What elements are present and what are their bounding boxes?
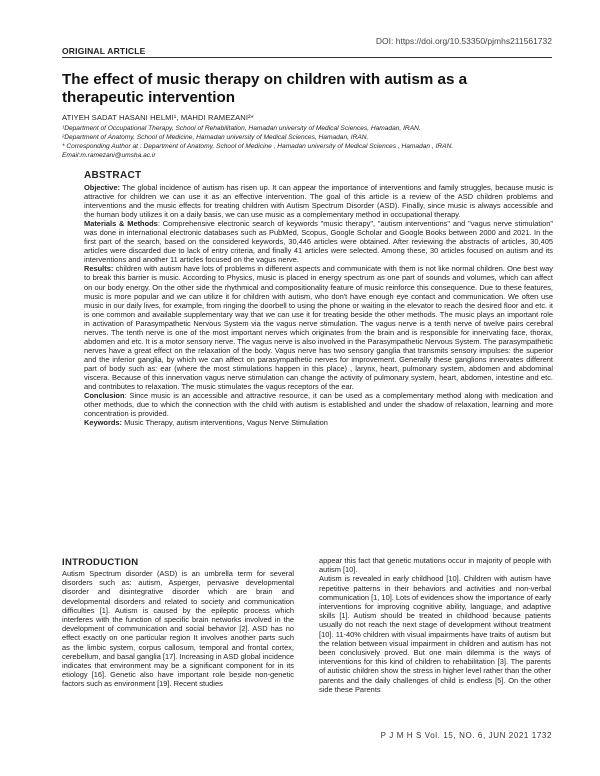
doi-text: DOI: https://doi.org/10.53350/pjmhs211561732 xyxy=(375,36,552,46)
abstract-objective xyxy=(84,183,553,219)
abstract-body xyxy=(84,183,553,427)
abstract-heading: ABSTRACT xyxy=(84,170,142,181)
abstract-results xyxy=(84,264,553,391)
keywords-label: Keywords: xyxy=(84,418,123,428)
journal-footer: P J M H S Vol. 15, NO. 6, JUN 2021 1732 xyxy=(380,731,552,740)
article-type-label: ORIGINAL ARTICLE xyxy=(62,46,146,56)
affiliations xyxy=(62,125,557,161)
abstract-keywords xyxy=(84,418,553,427)
results-text: children with autism have lots of problems in different aspects and communicate with them is not like normal children. One best way to break this barrier is music. According to Physics, music is placed in energy spectrum as one part of sounds and volumes, which can affect on our body energy. On the other side the rhythmical and compositionality feature of music reinforce this consequence. Due to these features, music is more popular and we can utilize it for children with autism, who don't have enough eye contact and communication. We often use music in our daily lives, for example, from ringing the doorbell to using the phone or waiting in the elevator to reach the desired floor and etc. it is one common and available supplementary way that we can use it for treating beside the other methods. The music plays an important role in activation of Parasympathetic Nervous System via the vagus nerve stimulation. The vagus nerve is a tenth nerve of twelve pairs cerebral nerves. The tenth nerve is one of the most important nerves which originates from the brain and is responsible for innervating face, thorax, abdomen and etc. It is a motor sensory nerve. The vagus nerve is also involved in the Parasympathetic Nervous System. The parasympathetic nerves have a great effect on the relaxation of the body. Vagus nerve has two sensory ganglia that transmits sensory impulses: the superior and the inferior ganglia, by which we can affect on parasympathetic nerves for improvement. Generally these ganglions innervates different part of body such as: ear (where the most stimulations happen in this place) , larynx, heart, pulmonary system, abdomen and abdominal viscera. Because of this innervation vagus nerve stimulation can change the activity of pulmonary system, heart, abdomen, intestine and etc. and contributes to relaxation. The music stimulates the vagus receptors of the ear. xyxy=(84,264,553,392)
author-list: ATIYEH SADAT HASANI HELMI¹, MAHDI RAMEZANI²* xyxy=(62,113,254,122)
corresponding-author: * Corresponding Author at : Department of Anatomy, School of Medicine , Hamadan university of Medical Sciences , Hamadan , IRAN. xyxy=(62,142,454,150)
left-column xyxy=(62,569,294,689)
intro-paragraph-2: Autism is revealed in early childhood [10]. Children with autism have repetitive patterns in their behaviors and activities and non-verbal communication [1, 10]. Lots of evidences show the importance of early interventions for improving cognitive ability, language, and adaptive skills [1]. Autism should be treated in childhood because patients usually do not reach the next stage of development without treatment [10]. 11-40% children with visual impairments have traits of autism but the relation between visual impairment in children and autism has not been conclusively proved. But one main dilemma is the ways of interventions for this kind of children to rehabilitation [3]. The parents of autistic children show the stress in higher level rather than the other parents and the daily challenges of child is endless [5]. On the other side these Parents xyxy=(319,574,551,694)
intro-paragraph-1: Autism Spectrum disorder (ASD) is an umbrella term for several disorders such as: autism, Asperger, pervasive developmental disorder and disintegrative disorder which are brain and developmental disorders and related to society and communication difficulties [1]. Autism is caused by the epileptic process which interferes with the function of specific brain networks involved in the development of communication and social behavior [2]. ASD has no effect exactly on one particular region It involves another parts such as the limbic system, corpus callosum, temporal and frontal cortex, cerebellum, and basal ganglia [17]. Increasing in ASD global incidence indicates that environment may be a significant component for in its etiology [16]. Genetic also have important role beside non-genetic factors such as environment [19]. Recent studies xyxy=(62,569,294,689)
affiliation-2: ²Department of Anatomy, School of Medicine, Hamadan university of Medical Sciences, Hamadan, IRAN. xyxy=(62,133,369,141)
methods-label: Materials & Methods xyxy=(84,219,158,229)
results-label: Results: xyxy=(84,264,114,274)
introduction-heading: INTRODUCTION xyxy=(62,557,139,568)
abstract-conclusion xyxy=(84,391,553,418)
methods-text: : Comprehensive electronic search of keywords "music therapy", "autism interventions" and "vagus nerve stimulation" was done in international electronic databases such as PubMed, Scopus, Google Scholar and Google Books between 2000 and 2021. In the first part of the search, based on the considered keywords, 30,446 articles were obtained. After reviewing the abstracts of articles, 30,405 articles were discarded due to lack of entry criteria, and finally 41 articles were selected. Among these, 30 articles focused on autism and its interventions and another 11 articles focused on the vagus nerve. xyxy=(84,219,553,265)
conclusion-text: : Since music is an accessible and attractive resource, it can be used as a complementary method along with medication and other methods, due to which the connection with the child with autism is established and under the shadow of relaxation, learning and more concentration is provided. xyxy=(84,391,553,419)
abstract-methods xyxy=(84,219,553,264)
objective-text: The global incidence of autism has risen up. It can appear the importance of interventions and family struggles, because music is attractive for children we can use it as an effective intervention. The goal of this article is a review of the ASD children problems and interventions and the music effects for treating children with Autism Spectrum Disorder (ASD). Finally, since music is always accessible and the human body utilizes it on a daily basis, we can use music as a complementary method in occupational therapy. xyxy=(84,183,553,220)
right-column xyxy=(319,556,551,694)
objective-label: Objective: xyxy=(84,183,120,192)
author-email: Email:m.ramezani@umsha.ac.ir xyxy=(62,151,156,159)
paper-title: The effect of music therapy on children with autism as a therapeutic intervention xyxy=(62,71,468,106)
keywords-text: Music Therapy, autism interventions, Vagus Nerve Stimulation xyxy=(122,418,328,428)
header-rule xyxy=(62,57,552,58)
intro-paragraph-continued: appear this fact that genetic mutations occur in majority of people with autism [10]. xyxy=(319,556,551,575)
affiliation-1: ¹Department of Occupational Therapy, School of Rehabilitation, Hamadan university of Medical Sciences, Hamadan, IRAN. xyxy=(62,125,421,132)
conclusion-label: Conclusion xyxy=(84,391,125,401)
